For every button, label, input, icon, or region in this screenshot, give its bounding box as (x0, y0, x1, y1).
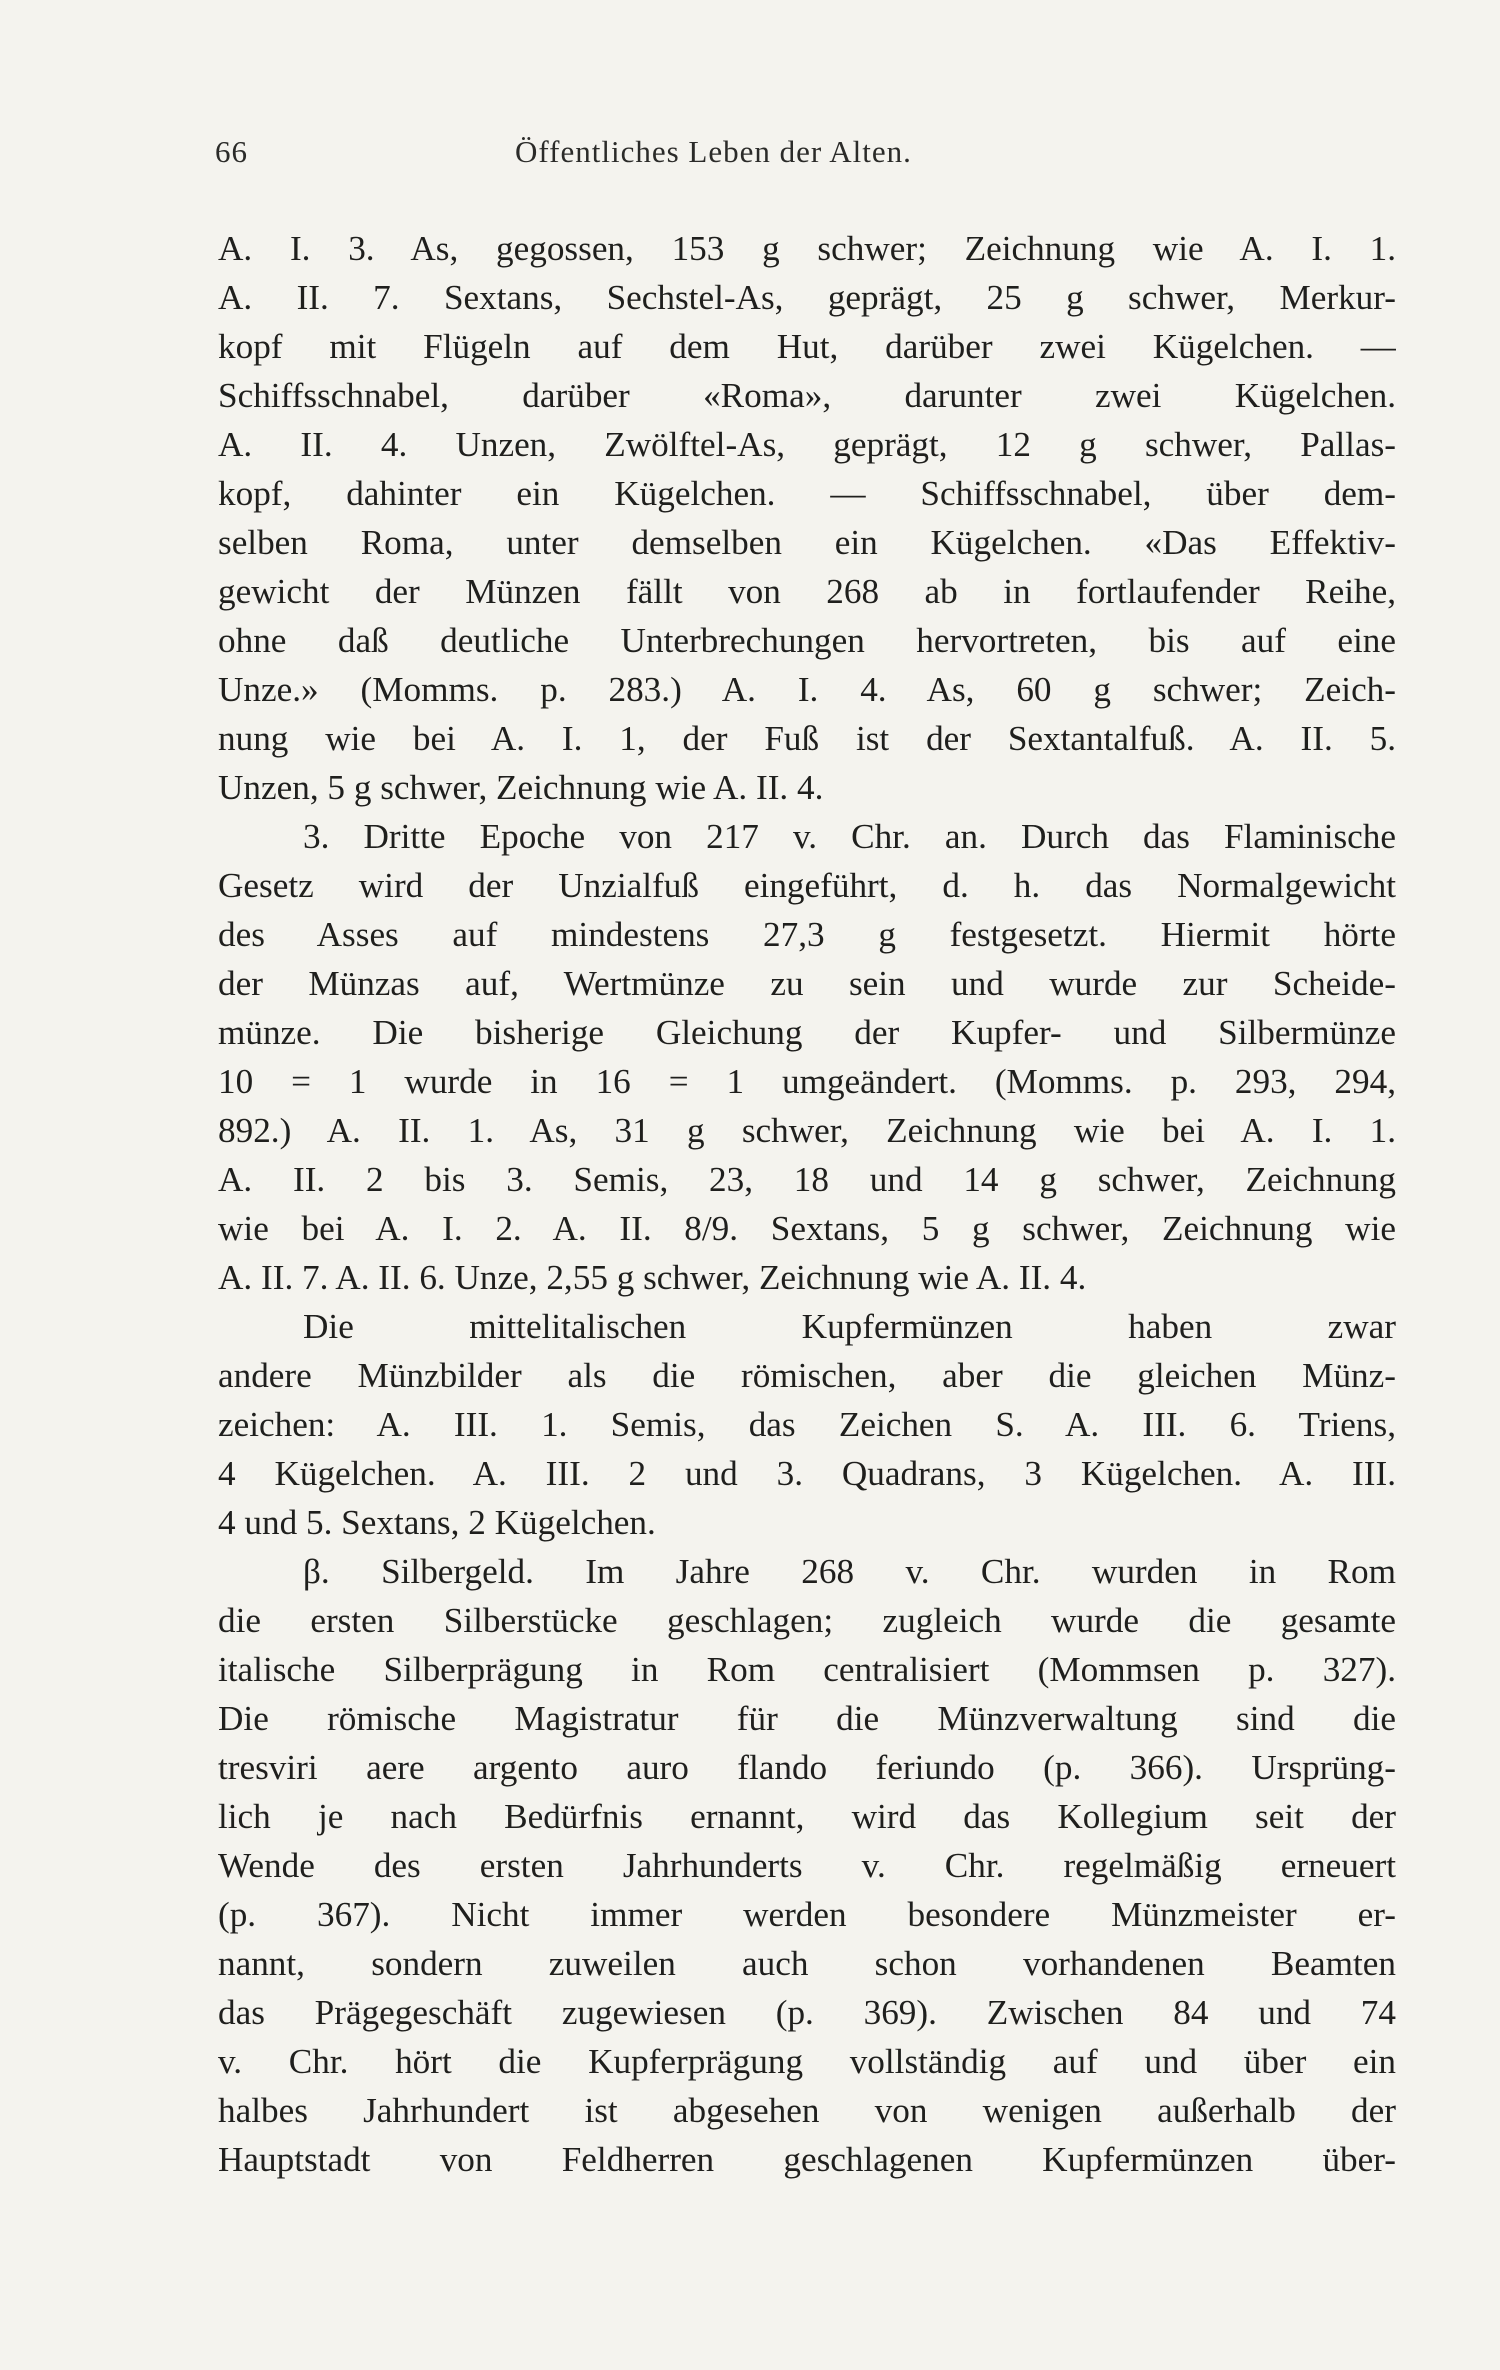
text-line: 892.) A. II. 1. As, 31 g schwer, Zeichnung wie bei A. I. 1. (218, 1111, 1396, 1150)
text-line: nung wie bei A. I. 1, der Fuß ist der Sextantalfuß. A. II. 5. (218, 719, 1396, 758)
text-line: wie bei A. I. 2. A. II. 8/9. Sextans, 5 g schwer, Zeichnung wie (218, 1209, 1396, 1248)
page-number: 66 (215, 134, 248, 169)
text-line: A. II. 2 bis 3. Semis, 23, 18 und 14 g schwer, Zeichnung (218, 1160, 1396, 1199)
text-line: 4 Kügelchen. A. III. 2 und 3. Quadrans, 3 Kügelchen. A. III. (218, 1454, 1396, 1493)
text-line: gewicht der Münzen fällt von 268 ab in fortlaufender Reihe, (218, 572, 1396, 611)
text-line: Die mittelitalischen Kupfermünzen haben zwar (303, 1307, 1396, 1346)
text-line: der Münzas auf, Wertmünze zu sein und wurde zur Scheide- (218, 964, 1396, 1003)
text-line: 10 = 1 wurde in 16 = 1 umgeändert. (Momms. p. 293, 294, (218, 1062, 1396, 1101)
text-line: nannt, sondern zuweilen auch schon vorhandenen Beamten (218, 1944, 1396, 1983)
text-line: andere Münzbilder als die römischen, aber die gleichen Münz- (218, 1356, 1396, 1395)
text-line: lich je nach Bedürfnis ernannt, wird das Kollegium seit der (218, 1797, 1396, 1836)
text-line: Schiffsschnabel, darüber «Roma», darunter zwei Kügelchen. (218, 376, 1396, 415)
text-line: die ersten Silberstücke geschlagen; zugleich wurde die gesamte (218, 1601, 1396, 1640)
text-line: des Asses auf mindestens 27,3 g festgesetzt. Hiermit hörte (218, 915, 1396, 954)
text-line: kopf mit Flügeln auf dem Hut, darüber zwei Kügelchen. — (218, 327, 1396, 366)
text-line: italische Silberprägung in Rom centralisiert (Mommsen p. 327). (218, 1650, 1396, 1689)
text-line: münze. Die bisherige Gleichung der Kupfer- und Silbermünze (218, 1013, 1396, 1052)
running-head: Öffentliches Leben der Alten. (515, 134, 912, 169)
text-line: Die römische Magistratur für die Münzverwaltung sind die (218, 1699, 1396, 1738)
section-heading-line: 3. Dritte Epoche von 217 v. Chr. an. Durch das Flaminische (303, 817, 1396, 856)
section-heading-line: β. Silbergeld. Im Jahre 268 v. Chr. wurden in Rom (303, 1552, 1396, 1591)
text-line: A. II. 7. A. II. 6. Unze, 2,55 g schwer, Zeichnung wie A. II. 4. (218, 1258, 1087, 1297)
text-line: ohne daß deutliche Unterbrechungen hervortreten, bis auf eine (218, 621, 1396, 660)
page-header (215, 134, 1403, 174)
text-line: das Prägegeschäft zugewiesen (p. 369). Zwischen 84 und 74 (218, 1993, 1396, 2032)
text-line: A. I. 3. As, gegossen, 153 g schwer; Zeichnung wie A. I. 1. (218, 229, 1396, 268)
text-line: tresviri aere argento auro flando feriundo (p. 366). Ursprüng- (218, 1748, 1396, 1787)
text-line: A. II. 7. Sextans, Sechstel-As, geprägt, 25 g schwer, Merkur- (218, 278, 1396, 317)
text-line: v. Chr. hört die Kupferprägung vollständig auf und über ein (218, 2042, 1396, 2081)
text-line: kopf, dahinter ein Kügelchen. — Schiffsschnabel, über dem- (218, 474, 1396, 513)
text-line: zeichen: A. III. 1. Semis, das Zeichen S. A. III. 6. Triens, (218, 1405, 1396, 1444)
text-line: A. II. 4. Unzen, Zwölftel-As, geprägt, 12 g schwer, Pallas- (218, 425, 1396, 464)
text-line: (p. 367). Nicht immer werden besondere Münzmeister er- (218, 1895, 1396, 1934)
text-line: Hauptstadt von Feldherren geschlagenen Kupfermünzen über- (218, 2140, 1396, 2179)
text-line: Wende des ersten Jahrhunderts v. Chr. regelmäßig erneuert (218, 1846, 1396, 1885)
text-line: halbes Jahrhundert ist abgesehen von wenigen außerhalb der (218, 2091, 1396, 2130)
text-line: Unze.» (Momms. p. 283.) A. I. 4. As, 60 g schwer; Zeich- (218, 670, 1396, 709)
text-line: Gesetz wird der Unzialfuß eingeführt, d. h. das Normalgewicht (218, 866, 1396, 905)
text-line: Unzen, 5 g schwer, Zeichnung wie A. II. 4. (218, 768, 824, 807)
text-line: selben Roma, unter demselben ein Kügelchen. «Das Effektiv- (218, 523, 1396, 562)
text-line: 4 und 5. Sextans, 2 Kügelchen. (218, 1503, 656, 1542)
